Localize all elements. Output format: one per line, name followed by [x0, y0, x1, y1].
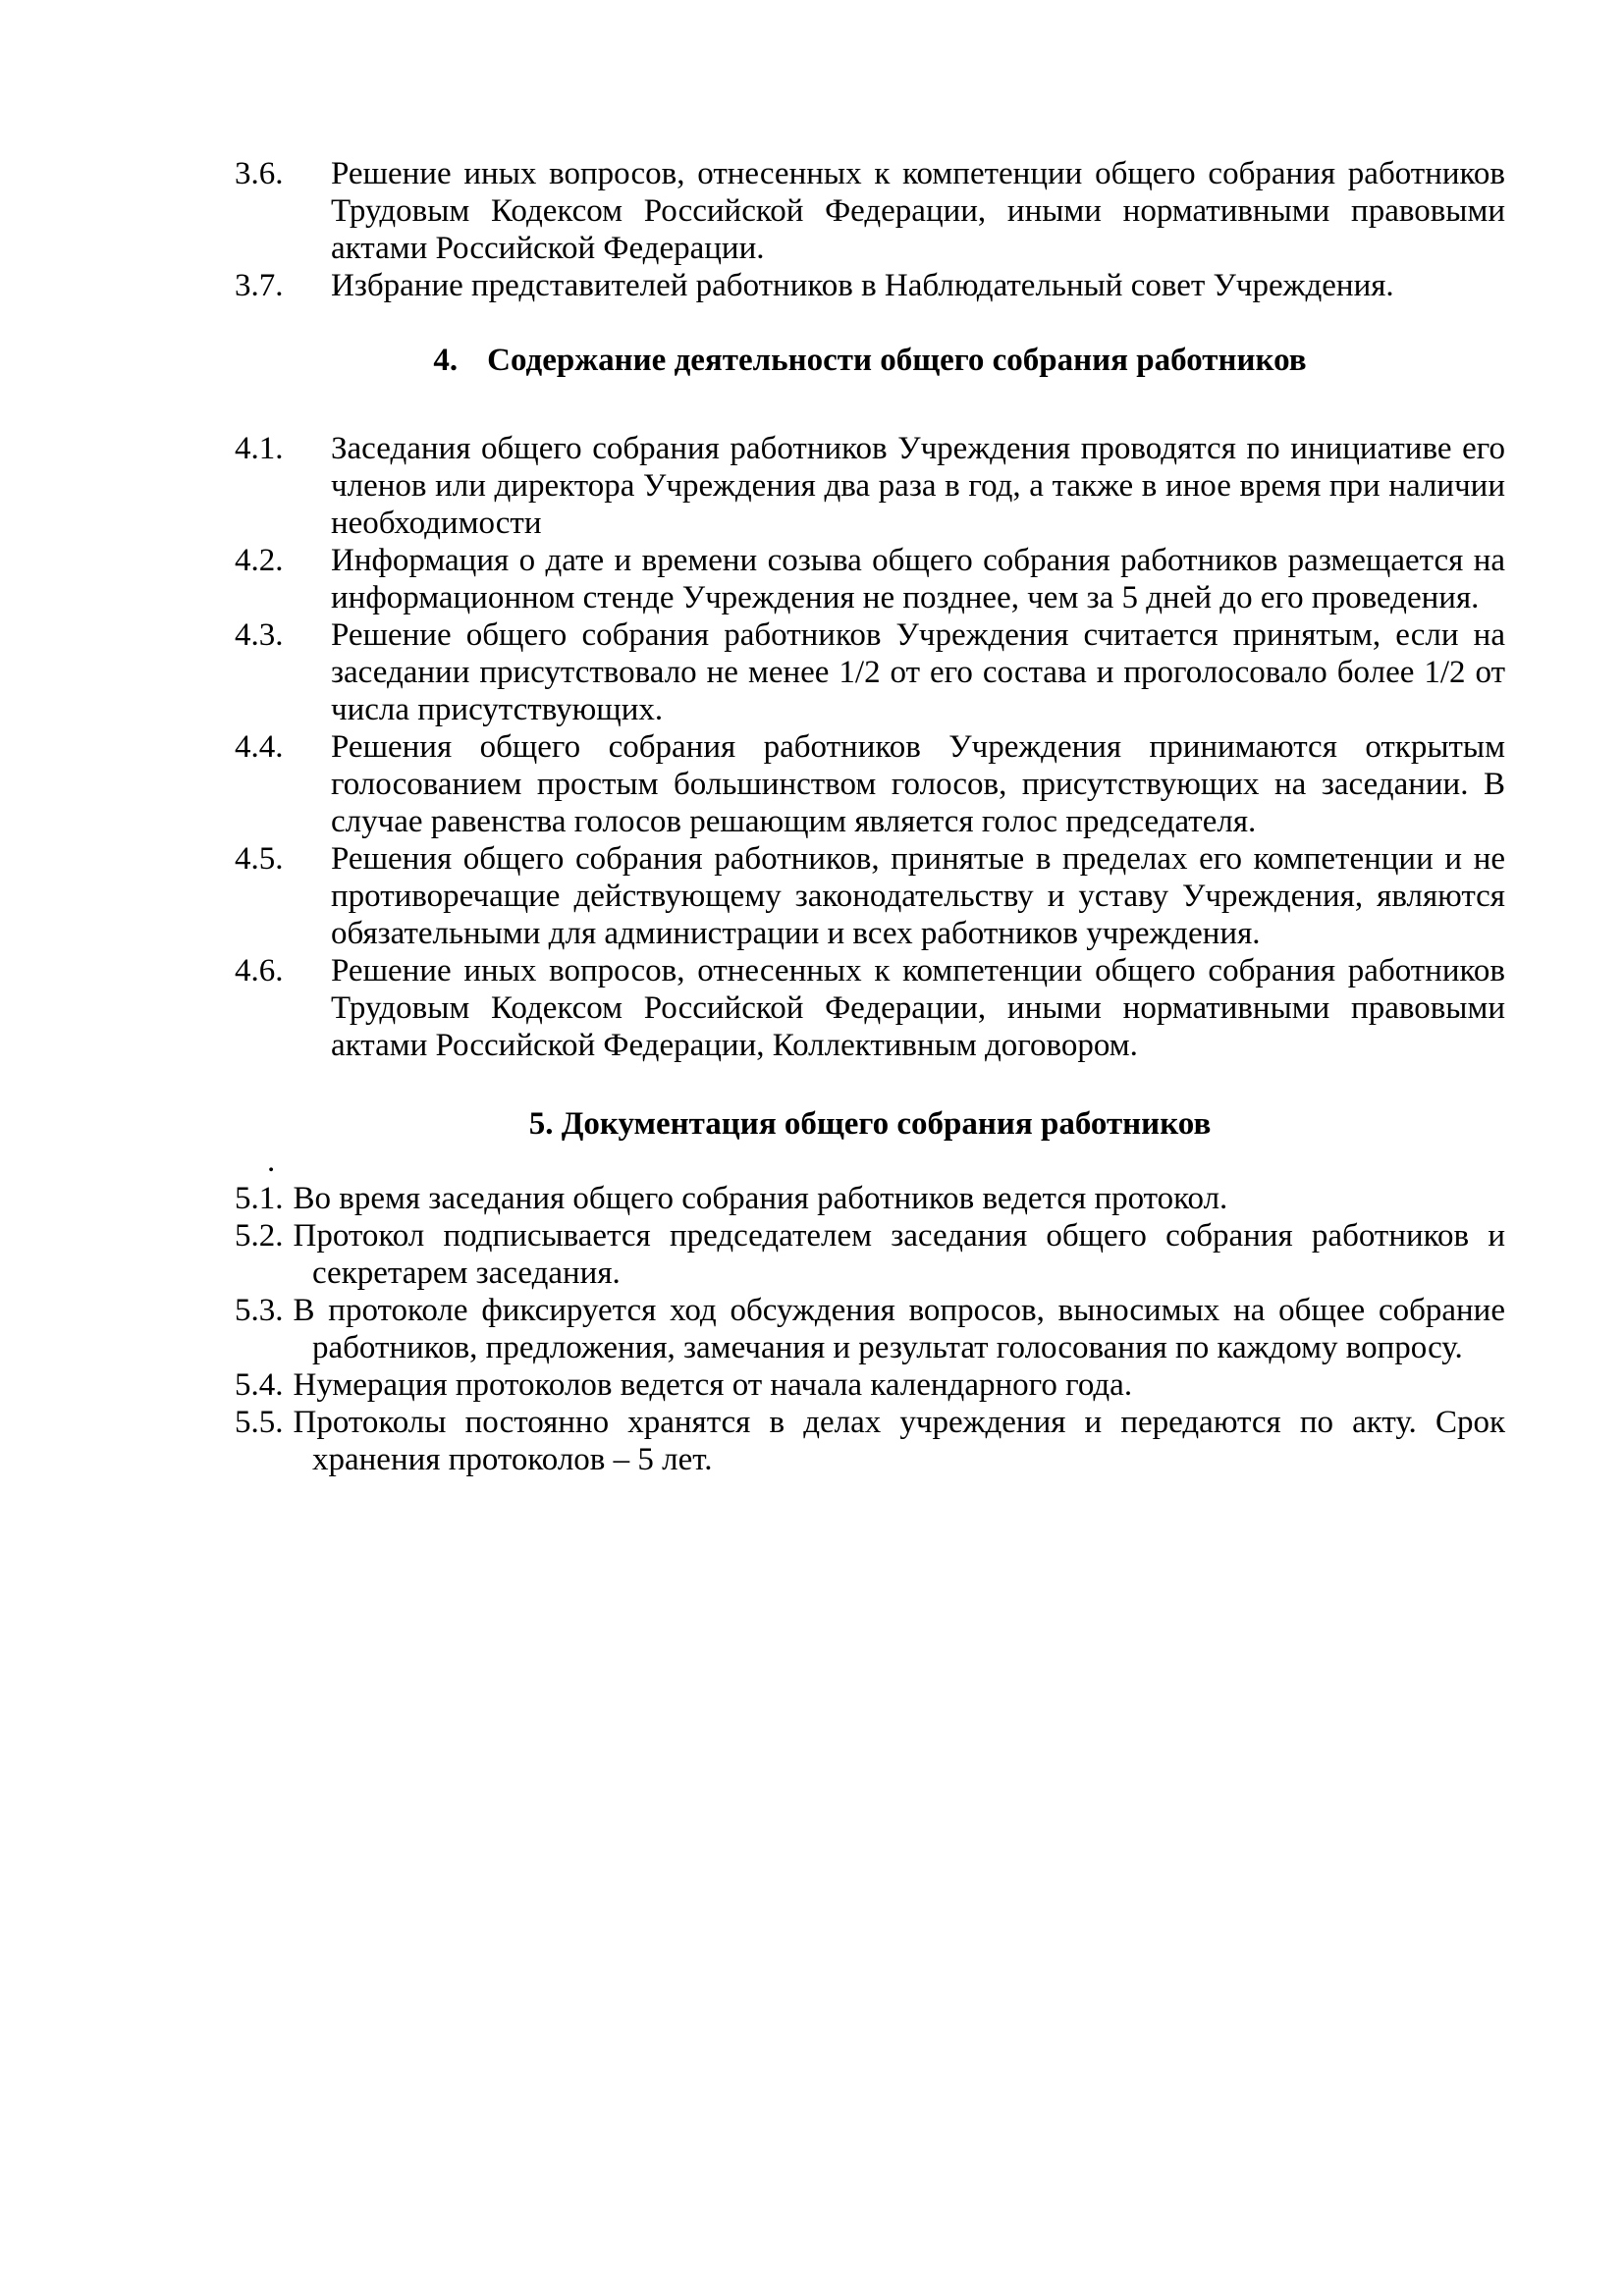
item-number: 3.7. [235, 268, 284, 303]
item-number: 4.6. [235, 953, 284, 988]
section-4-heading [235, 342, 1505, 379]
section-4-heading-number: 4. [433, 343, 459, 378]
item-number: 5.1. [235, 1181, 284, 1216]
item-text: Избрание представителей работников в Наблюдательный совет Учреждения. [331, 268, 1394, 303]
list-item-5-5 [235, 1404, 1505, 1478]
stray-period: . [267, 1144, 276, 1179]
item-text: Решение иных вопросов, отнесенных к компетенции общего собрания работников Трудовым Кодексом Российской Федерации, иными нормативными правовыми актами Российской Федерации. [331, 156, 1505, 266]
item-number: 5.2. [235, 1218, 284, 1254]
list-item-5-2 [235, 1217, 1505, 1292]
list-item-4-6 [235, 952, 1505, 1064]
item-number: 4.4. [235, 729, 284, 765]
list-item-5-1 [235, 1180, 1505, 1217]
document-content [235, 155, 1505, 1478]
item-number: 5.3. [235, 1293, 284, 1328]
item-text: Протокол подписывается председателем заседания общего собрания работников и секретарем заседания. [293, 1218, 1505, 1291]
list-item-5-4 [235, 1366, 1505, 1404]
item-number: 4.2. [235, 543, 284, 578]
item-text: Решения общего собрания работников, принятые в пределах его компетенции и не противоречащие действующему законодательству и уставу Учреждения, являются обязательными для администрации и всех работников учреждения. [331, 841, 1505, 951]
item-text: Нумерация протоколов ведется от начала календарного года. [293, 1367, 1133, 1403]
item-number: 4.5. [235, 841, 284, 877]
list-item-4-4 [235, 728, 1505, 840]
list-item-4-2 [235, 542, 1505, 616]
list-item-4-5 [235, 840, 1505, 952]
item-number: 3.6. [235, 156, 284, 191]
item-number: 5.5. [235, 1405, 284, 1440]
item-number: 4.3. [235, 617, 284, 653]
list-item-4-3 [235, 616, 1505, 728]
list-item-5-3 [235, 1292, 1505, 1366]
item-text: Решение общего собрания работников Учреждения считается принятым, если на заседании присутствовало не менее 1/2 от его состава и проголосовало более 1/2 от числа присутствующих. [331, 617, 1505, 727]
item-text: Решения общего собрания работников Учреждения принимаются открытым голосованием простым большинством голосов, присутствующих на заседании. В случае равенства голосов решающим является голос председателя. [331, 729, 1505, 839]
section-4-heading-title: Содержание деятельности общего собрания работников [487, 343, 1307, 378]
list-item-4-1 [235, 430, 1505, 542]
item-text: Протоколы постоянно хранятся в делах учреждения и передаются по акту. Срок хранения протоколов – 5 лет. [293, 1405, 1505, 1477]
item-text: Заседания общего собрания работников Учреждения проводятся по инициативе его членов или директора Учреждения два раза в год, а также в иное время при наличии необходимости [331, 431, 1505, 541]
item-text: В протоколе фиксируется ход обсуждения вопросов, выносимых на общее собрание работников, предложения, замечания и результат голосования по каждому вопросу. [293, 1293, 1505, 1365]
item-text: Решение иных вопросов, отнесенных к компетенции общего собрания работников Трудовым Кодексом Российской Федерации, иными нормативными правовыми актами Российской Федерации, Коллективным договором. [331, 953, 1505, 1063]
item-number: 5.4. [235, 1367, 284, 1403]
item-text: Во время заседания общего собрания работников ведется протокол. [293, 1181, 1228, 1216]
list-item-3-7 [235, 267, 1505, 304]
item-number: 4.1. [235, 431, 284, 466]
list-item-3-6 [235, 155, 1505, 267]
section-5-heading: 5. Документация общего собрания работников [528, 1106, 1212, 1142]
item-text: Информация о дате и времени созыва общего собрания работников размещается на информационном стенде Учреждения не позднее, чем за 5 дней до его проведения. [331, 543, 1505, 615]
